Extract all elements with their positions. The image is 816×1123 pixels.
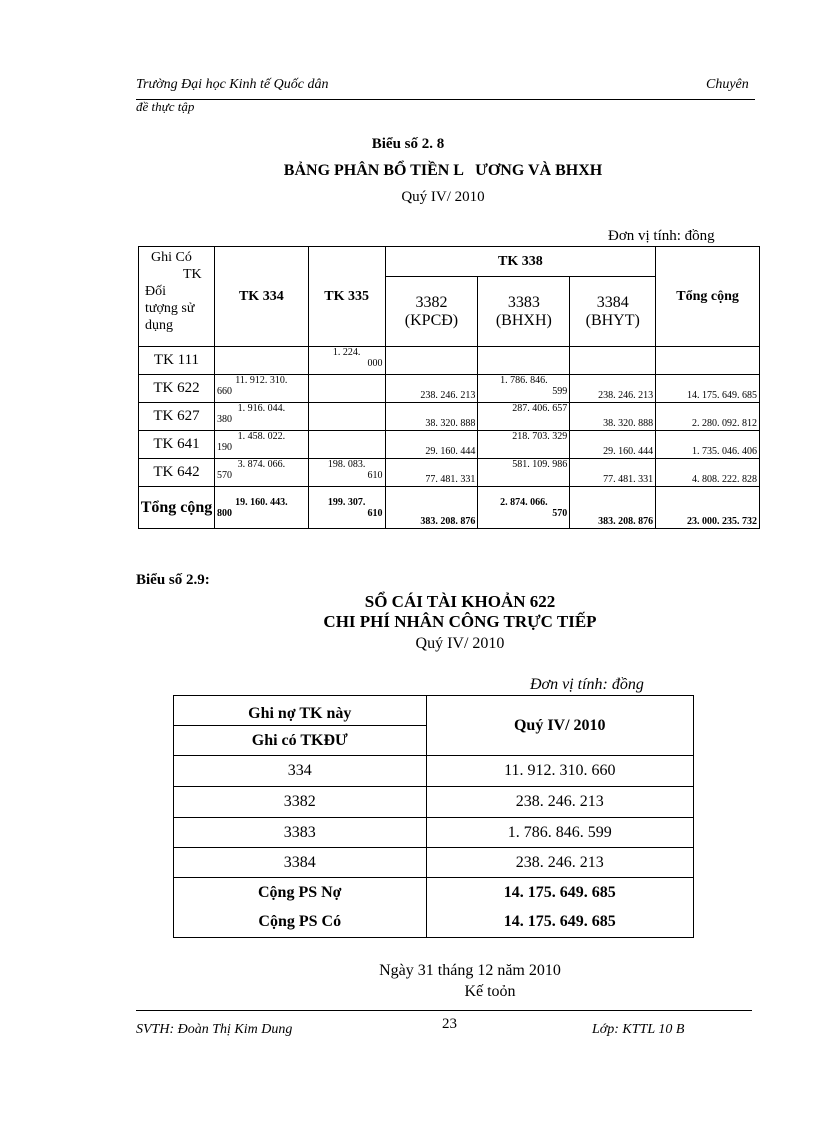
signer-title: Kế toỏn: [464, 983, 516, 1000]
cell-3384: 29. 160. 444: [570, 431, 656, 459]
table-row: [139, 431, 760, 459]
total-grand: 23. 000. 235. 732: [656, 487, 760, 529]
sign-date: Ngày 31 tháng 12 năm 2010: [379, 962, 561, 979]
section2-title1: SỔ CÁI TÀI KHOẢN 622: [364, 592, 556, 611]
total-row: [139, 487, 760, 529]
col-tk334-header: TK 334: [214, 247, 308, 347]
col-total-header: Tổng cộng: [656, 247, 760, 347]
head-period: Quý IV/ 2010: [426, 696, 693, 756]
page-number: 23: [442, 1016, 457, 1032]
table-row: [174, 818, 694, 848]
cell-3382: 29. 160. 444: [385, 431, 478, 459]
header-right: Chuyên: [706, 77, 749, 92]
table-row: [139, 403, 760, 431]
amount-cell: 238. 246. 213: [426, 848, 693, 878]
section1-label: Biểu số 2. 8: [371, 136, 445, 152]
header-line2: đề thực tập: [136, 99, 195, 114]
cell-3383: 581. 109. 986: [478, 459, 570, 487]
cell-total: 14. 175. 649. 685: [656, 375, 760, 403]
section1-period: Quý IV/ 2010: [401, 189, 485, 205]
total-tk334: 19. 160. 443. 800: [214, 487, 308, 529]
section2-unit: Đơn vị tính: đồng: [530, 676, 644, 693]
amount-cell: 11. 912. 310. 660: [426, 756, 693, 787]
cell-3384: [570, 347, 656, 375]
credit-total-row: [174, 908, 694, 938]
cell-3382: 238. 246. 213: [385, 375, 478, 403]
head-debit: Ghi nợ TK này: [174, 696, 427, 726]
cell-tk335: 198. 083. 610: [308, 459, 385, 487]
row-label: TK 642: [139, 459, 215, 487]
section1-unit: Đơn vị tính: đồng: [608, 228, 715, 244]
head-credit: Ghi có TKĐƯ: [174, 726, 427, 756]
amount-cell: 238. 246. 213: [426, 787, 693, 818]
cell-total: 2. 280. 092. 812: [656, 403, 760, 431]
table-row: [139, 375, 760, 403]
footer-class: Lớp: KTTL 10 B: [592, 1022, 685, 1037]
ledger-table: [173, 695, 694, 938]
header-school: Trường Đại học Kinh tế Quốc dân: [136, 77, 329, 92]
cell-3382: [385, 347, 478, 375]
section1-title: BẢNG PHÂN BỔ TIỀN L ƯƠNG VÀ BHXH: [283, 162, 603, 179]
cell-3383: 218. 703. 329: [478, 431, 570, 459]
cell-3384: 238. 246. 213: [570, 375, 656, 403]
cell-3383: 287. 406. 657: [478, 403, 570, 431]
cell-3383: [478, 347, 570, 375]
total-3383: 2. 874. 066. 570: [478, 487, 570, 529]
cell-3384: 38. 320. 888: [570, 403, 656, 431]
col-tk335-header: TK 335: [308, 247, 385, 347]
cell-tk334: 1. 458. 022. 190: [214, 431, 308, 459]
cell-tk334: [214, 347, 308, 375]
footer-rule: [136, 1010, 752, 1011]
debit-total-label: Cộng PS Nợ: [174, 878, 427, 908]
header-rule: [136, 99, 755, 100]
credit-total-label: Cộng PS Có: [174, 908, 427, 938]
footer-student: SVTH: Đoàn Thị Kim Dung: [136, 1022, 293, 1037]
total-3384: 383. 208. 876: [570, 487, 656, 529]
table-row: [174, 787, 694, 818]
col-tk338-header: TK 338: [385, 247, 656, 277]
table-row: [139, 347, 760, 375]
account-cell: 3383: [174, 818, 427, 848]
cell-3382: 38. 320. 888: [385, 403, 478, 431]
col-3382-header: 3382 (KPCĐ): [385, 277, 478, 347]
table-row: [174, 756, 694, 787]
cell-tk335: 1. 224. 000: [308, 347, 385, 375]
table-row: [139, 459, 760, 487]
account-cell: 334: [174, 756, 427, 787]
cell-tk334: 1. 916. 044. 380: [214, 403, 308, 431]
section2-period: Quý IV/ 2010: [415, 635, 505, 652]
section2-label: Biểu số 2.9:: [136, 572, 210, 588]
row-label: TK 641: [139, 431, 215, 459]
debit-total-amount: 14. 175. 649. 685: [426, 878, 693, 908]
cell-total: [656, 347, 760, 375]
allocation-table: [138, 246, 760, 529]
cell-total: 1. 735. 046. 406: [656, 431, 760, 459]
table-row: [174, 848, 694, 878]
account-cell: 3382: [174, 787, 427, 818]
cell-tk335: [308, 431, 385, 459]
cell-total: 4. 808. 222. 828: [656, 459, 760, 487]
cell-3382: 77. 481. 331: [385, 459, 478, 487]
cell-tk334: 3. 874. 066. 570: [214, 459, 308, 487]
total-3382: 383. 208. 876: [385, 487, 478, 529]
col-3383-header: 3383 (BHXH): [478, 277, 570, 347]
col-3384-header: 3384 (BHYT): [570, 277, 656, 347]
debit-total-row: [174, 878, 694, 908]
total-tk335: 199. 307. 610: [308, 487, 385, 529]
account-cell: 3384: [174, 848, 427, 878]
row-label: TK 627: [139, 403, 215, 431]
row-label: TK 111: [139, 347, 215, 375]
cell-3384: 77. 481. 331: [570, 459, 656, 487]
cell-tk335: [308, 375, 385, 403]
cell-tk334: 11. 912. 310. 660: [214, 375, 308, 403]
section2-title2: CHI PHÍ NHÂN CÔNG TRỰC TIẾP: [323, 612, 597, 631]
row-label: TK 622: [139, 375, 215, 403]
total-row-label: Tổng cộng: [139, 487, 215, 529]
corner-cell: Ghi Có TK Đối tượng sử dụng: [139, 247, 215, 347]
credit-total-amount: 14. 175. 649. 685: [426, 908, 693, 938]
cell-tk335: [308, 403, 385, 431]
cell-3383: 1. 786. 846. 599: [478, 375, 570, 403]
amount-cell: 1. 786. 846. 599: [426, 818, 693, 848]
